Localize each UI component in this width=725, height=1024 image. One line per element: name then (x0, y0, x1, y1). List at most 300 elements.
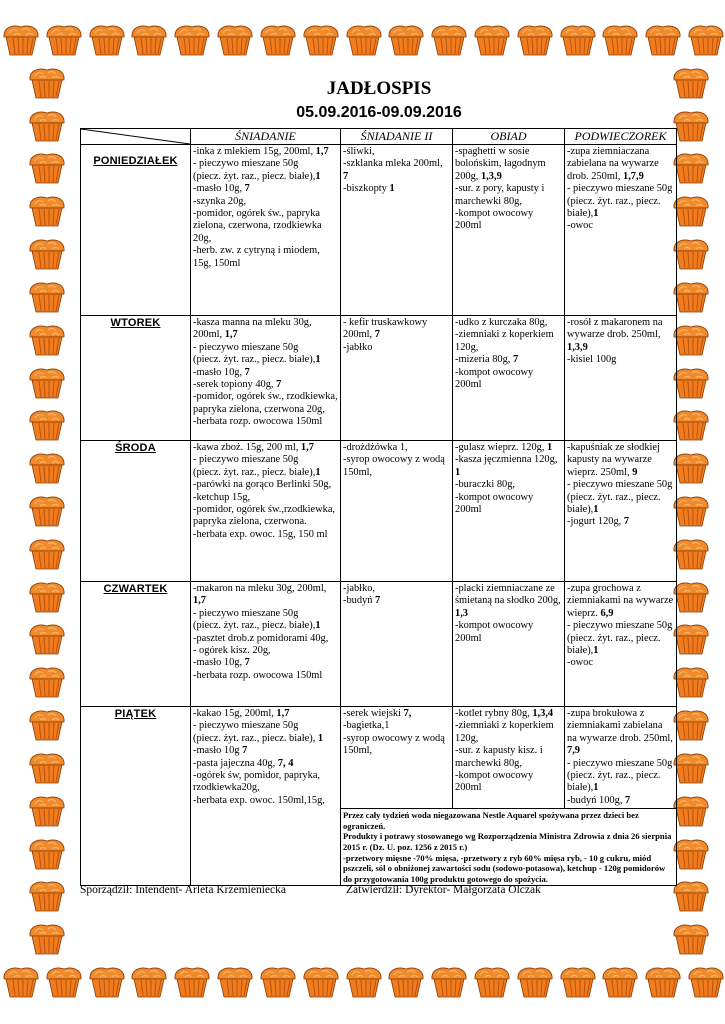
meal-text: - kefir truskawkowy 200ml, (343, 317, 428, 341)
meal-line (193, 146, 338, 158)
meal-cell (565, 316, 677, 441)
meal-line (193, 317, 338, 342)
meal-line (455, 208, 562, 233)
day-name: PONIEDZIAŁEK (81, 145, 191, 316)
meal-text: -kawa zboż. 15g, 200 ml, (193, 442, 301, 453)
meal-text: - pieczywo mieszane 50g (193, 341, 299, 353)
muffin-icon (30, 69, 64, 98)
muffin-icon (30, 240, 64, 269)
allergen-codes: 1,3,9 (567, 341, 588, 353)
muffin-icon (674, 625, 708, 654)
meal-text: -kompot owocowy 200ml (455, 770, 534, 794)
meal-text: - pieczywo mieszane 50g (193, 607, 299, 619)
meal-line (193, 454, 338, 466)
column-header: ŚNIADANIE (191, 129, 341, 145)
meal-text: -masło 10g, (193, 366, 245, 378)
meal-text: (piecz. żyt. raz., piecz. białe), (193, 466, 316, 478)
meal-line (343, 183, 450, 195)
muffin-icon (674, 283, 708, 312)
meal-line (193, 342, 338, 354)
meal-line (455, 146, 562, 183)
meal-line (455, 708, 562, 720)
meal-text: -kompot owocowy 200ml (455, 366, 534, 391)
allergen-codes: 7 (244, 657, 250, 669)
muffin-icon (261, 26, 295, 55)
meal-line (567, 758, 674, 795)
meal-text: -kasza manna na mleku 30g, 200ml, (193, 317, 312, 341)
meal-line (567, 442, 674, 479)
column-header: OBIAD (453, 129, 565, 145)
meal-cell (341, 707, 453, 809)
meal-line (455, 354, 562, 366)
meal-cell (191, 316, 341, 441)
meal-text: -pasztet drob.z pomidorami 40g, (193, 632, 329, 644)
meal-line (193, 504, 338, 529)
meal-line (193, 657, 338, 669)
muffin-icon (347, 26, 381, 55)
meal-text: -zupa brokułowa z ziemniakami zabielana na wywarze drob. 250ml, (567, 708, 673, 744)
meal-cell (341, 145, 453, 316)
muffin-icon (30, 882, 64, 911)
meal-line (567, 220, 674, 232)
meal-text: -ziemniaki z koperkiem 120g, (455, 720, 554, 744)
meal-line (193, 529, 338, 541)
muffin-icon (175, 26, 209, 55)
day-row (81, 707, 677, 809)
meal-text: -drożdżówka 1, (343, 442, 408, 453)
muffin-icon (389, 26, 423, 55)
meal-line (567, 354, 674, 366)
meal-text: -ogórek św, pomidor, papryka, rzodkiewka20g, (193, 770, 321, 794)
meal-line (455, 183, 562, 208)
allergen-codes: 1 (455, 466, 461, 478)
meal-line (567, 708, 674, 758)
allergen-codes: 9 (632, 466, 638, 478)
note-regulation: Produkty i potrawy stosowanego wg Rozporządzenia Ministra Zdrowia z dnia 26 sierpnia 2015 r. (Dz. U. poz. 1256 z 2015 r.) (343, 831, 672, 853)
muffin-icon (646, 26, 680, 55)
meal-line (455, 367, 562, 392)
day-name: WTOREK (81, 316, 191, 441)
muffin-icon (674, 69, 708, 98)
meal-text: -owoc (567, 657, 593, 669)
meal-line (193, 645, 338, 657)
allergen-codes: 7 (625, 794, 631, 806)
page-header (80, 78, 678, 123)
muffin-icon (30, 625, 64, 654)
muffin-icon (432, 968, 466, 997)
muffin-icon (304, 968, 338, 997)
meal-text: -szynka 20g, (193, 195, 247, 207)
allergen-codes: 1 (317, 732, 324, 744)
meal-line (193, 608, 338, 620)
muffin-icon (561, 968, 595, 997)
meal-text: -makaron na mleku 30g, 200ml, (193, 583, 327, 594)
meal-line (343, 158, 450, 183)
allergen-codes: 1 (593, 504, 599, 516)
meal-text: - pieczywo mieszane 50g (piecz. żyt. raz., piecz. białe), (567, 479, 673, 516)
meal-text: -zupa ziemniaczana zabielana na wywarze drob. 250ml, (567, 146, 659, 182)
meal-text: -masło 10g (193, 745, 243, 757)
allergen-codes: 7 (374, 329, 380, 341)
allergen-codes: 7 (244, 183, 250, 195)
muffin-icon (30, 283, 64, 312)
allergen-codes: 1 (315, 354, 321, 366)
meal-line (567, 657, 674, 669)
allergen-codes: 1 (315, 170, 321, 182)
meal-line (455, 329, 562, 354)
meal-text: -herb. zw. z cytryną i miodem, 15g, 150ml (193, 245, 320, 269)
meal-text: -ketchup 15g, (193, 491, 251, 503)
muffin-icon (30, 583, 64, 612)
muffin-icon (674, 668, 708, 697)
column-header: PODWIECZOREK (565, 129, 677, 145)
meal-cell (191, 707, 341, 886)
allergen-codes: 1,3,9 (480, 170, 502, 182)
meal-text: - pieczywo mieszane 50g (193, 158, 299, 170)
meal-line (193, 583, 338, 608)
muffin-icon (646, 968, 680, 997)
meal-text: - pieczywo mieszane 50g (193, 720, 299, 732)
meal-text: - pieczywo mieszane 50g (piecz. żyt. raz., piecz. białe), (567, 620, 673, 657)
day-row (81, 441, 677, 582)
allergen-codes: 1 (389, 183, 395, 195)
meal-line (193, 620, 338, 632)
meal-text: -herbata rozp. owocowa 150ml (193, 669, 323, 681)
menu-table (80, 128, 677, 886)
meal-cell (453, 707, 565, 809)
meal-text: (piecz. żyt. raz., piecz. białe), (193, 354, 316, 366)
meal-line (567, 795, 674, 807)
meal-cell (341, 582, 453, 707)
allergen-codes: 1,7 (315, 146, 329, 157)
allergen-codes: 7 (276, 379, 282, 391)
meal-line (567, 479, 674, 516)
meal-text: -bagietka,1 (343, 720, 390, 732)
meal-text: -gulasz wieprz. 120g, (455, 442, 548, 453)
meal-cell (191, 441, 341, 582)
meal-line (193, 708, 338, 720)
meal-cell (191, 145, 341, 316)
meal-line (343, 708, 450, 720)
meal-cell (565, 582, 677, 707)
allergen-codes: 7 (513, 354, 519, 366)
meal-line (193, 196, 338, 208)
meal-line (193, 633, 338, 645)
muffin-icon (518, 968, 552, 997)
muffin-icon (561, 26, 595, 55)
allergen-codes: 1 (547, 442, 553, 453)
meal-text: -rosół z makaronem na wywarze drob. 250ml, (567, 317, 663, 341)
muffin-icon (90, 968, 124, 997)
muffin-icon (30, 454, 64, 483)
allergen-codes: 1 (593, 208, 599, 220)
muffin-icon (304, 26, 338, 55)
meal-line (343, 720, 450, 732)
muffin-icon (674, 540, 708, 569)
meal-line (193, 758, 338, 770)
meal-line (455, 317, 562, 329)
meal-line (567, 620, 674, 657)
meal-line (193, 770, 338, 795)
muffin-icon (674, 583, 708, 612)
meal-text: -herbata exp. owoc. 150ml,15g, (193, 794, 325, 806)
muffin-icon (674, 754, 708, 783)
meal-cell (341, 316, 453, 441)
meal-text: -sur. z pory, kapusty i marchewki 80g, (455, 183, 545, 207)
muffin-icon (689, 26, 723, 55)
meal-line (193, 354, 338, 366)
muffin-icon (30, 925, 64, 954)
allergen-codes: 1 (315, 466, 321, 478)
muffin-icon (674, 240, 708, 269)
meal-line (567, 183, 674, 220)
meal-line (567, 583, 674, 620)
allergen-codes: 7 (375, 595, 381, 607)
meal-line (193, 158, 338, 170)
muffin-icon (30, 369, 64, 398)
meal-text: -udko z kurczaka 80g, (455, 317, 548, 328)
meal-text: -pomidor, ogórek św.,rzodkiewka, papryka zielona, czerwona. (193, 504, 336, 528)
meal-text: -pomidor, ogórek św., rzodkiewka, papryka zielona, czerwona 20g, (193, 391, 338, 415)
meal-line (193, 245, 338, 270)
meal-line (193, 795, 338, 807)
allergen-codes: 1,7,9 (623, 170, 644, 182)
meal-text: -jabłko (343, 341, 373, 353)
meal-text: - pieczywo mieszane 50g (piecz. żyt. raz., piecz. białe), (567, 757, 673, 794)
meal-cell (565, 145, 677, 316)
muffin-icon (30, 411, 64, 440)
muffin-icon (674, 454, 708, 483)
allergen-codes: 1,7 (193, 595, 206, 607)
meal-text: -mizeria 80g, (455, 354, 513, 366)
muffin-icon (674, 711, 708, 740)
muffin-icon (132, 968, 166, 997)
muffin-icon (518, 26, 552, 55)
meal-text: -zupa grochowa z ziemniakami na wywarze wieprz. (567, 583, 674, 619)
meal-text: -kapuśniak ze słodkiej kapusty na wywarze wieprz. 250ml, (567, 442, 660, 478)
prepared-by: Sporządził: Intendent- Arleta Krzemieniecka (80, 884, 286, 896)
meal-line (455, 454, 562, 479)
approved-by: Zatwierdził: Dyrektor- Małgorzata Olczak (346, 884, 541, 896)
meal-line (193, 416, 338, 428)
header-row (81, 129, 677, 145)
column-header: ŚNIADANIE II (341, 129, 453, 145)
muffin-icon (30, 797, 64, 826)
meal-text: -pasta jajeczna 40g, (193, 757, 278, 769)
muffin-icon (30, 668, 64, 697)
meal-text: -masło 10g, (193, 657, 245, 669)
meal-cell (453, 582, 565, 707)
muffin-icon (30, 540, 64, 569)
meal-text: (piecz. żyt. raz., piecz. białe), (193, 620, 316, 632)
meal-text: -kompot owocowy 200ml (455, 491, 534, 516)
meal-text: -serek wiejski (343, 708, 404, 719)
muffin-icon (674, 882, 708, 911)
meal-cell (565, 441, 677, 582)
meal-cell (565, 707, 677, 809)
meal-line (567, 317, 674, 354)
allergen-codes: 7,9 (567, 745, 580, 757)
meal-line (455, 745, 562, 770)
allergen-codes: 1,7 (276, 708, 290, 719)
day-row (81, 316, 677, 441)
muffin-icon (674, 497, 708, 526)
meal-text: -spaghetti w sosie bolońskim, łagodnym 200g, (455, 146, 546, 182)
page-title: JADŁOSPIS (326, 78, 432, 99)
muffin-icon (603, 968, 637, 997)
corner-cell (81, 129, 191, 145)
meal-line (193, 479, 338, 491)
allergen-codes: 7 (242, 745, 248, 757)
meal-text: -jabłko, (343, 583, 376, 594)
allergen-codes: 1,3,4 (532, 708, 554, 719)
muffin-icon (30, 112, 64, 141)
meal-line (455, 720, 562, 745)
allergen-codes: 7 (244, 366, 250, 378)
meal-line (567, 516, 674, 528)
meal-line (455, 620, 562, 645)
meal-text: -jogurt 120g, (567, 516, 624, 528)
allergen-codes: 7, (403, 708, 412, 719)
muffin-icon (475, 26, 509, 55)
meal-text: -sur. z kapusty kisz. i marchewki 80g, (455, 745, 543, 769)
meal-text: -herbata exp. owoc. 15g, 150 ml (193, 528, 328, 540)
muffin-icon (175, 968, 209, 997)
muffin-icon (674, 326, 708, 355)
meal-line (343, 146, 450, 158)
muffin-icon (30, 326, 64, 355)
muffin-icon (261, 968, 295, 997)
muffin-icon (432, 26, 466, 55)
meal-text: (piecz. żyt. raz., piecz. białe), (193, 170, 316, 182)
meal-line (193, 208, 338, 245)
meal-text: -kompot owocowy 200ml (455, 208, 534, 232)
muffin-icon (218, 968, 252, 997)
meal-text: -herbata rozp. owocowa 150ml (193, 416, 323, 428)
meal-line (455, 770, 562, 795)
meal-line (343, 583, 450, 595)
allergen-codes: 7, 4 (277, 757, 294, 769)
meal-line (343, 317, 450, 342)
meal-text: -kompot owocowy 200ml (455, 620, 534, 644)
meal-text: - ogórek kisz. 20g, (193, 645, 271, 657)
muffin-icon (347, 968, 381, 997)
note-water: Przez cały tydzień woda niegazowana Nestle Aquarel spożywana przez dzieci bez ograniczeń. (343, 810, 639, 831)
meal-text: -syrop owocowy z wodą 150ml, (343, 732, 445, 757)
muffin-icon (30, 497, 64, 526)
muffin-icon (4, 968, 38, 997)
allergen-codes: 6,9 (600, 607, 614, 619)
meal-line (193, 442, 338, 454)
muffin-icon (674, 925, 708, 954)
meal-line (455, 442, 562, 454)
allergen-codes: 1 (593, 645, 599, 657)
meal-line (343, 442, 450, 454)
meal-text: -buraczki 80g, (455, 479, 516, 491)
meal-line (343, 733, 450, 758)
meal-text: -pomidor, ogórek św., papryka zielona, czerwona, rzodkiewka 20g, (193, 208, 322, 244)
allergen-codes: 7 (343, 170, 349, 182)
muffin-icon (30, 154, 64, 183)
meal-text: -kakao 15g, 200ml, (193, 708, 277, 719)
meal-line (343, 342, 450, 354)
meal-line (567, 146, 674, 183)
meal-text: -serek topiony 40g, (193, 379, 277, 391)
muffin-icon (30, 711, 64, 740)
meal-text: -kisiel 100g (567, 354, 617, 366)
muffin-icon (4, 26, 38, 55)
allergen-codes: 1,7 (224, 329, 238, 341)
note-products: -przetwory mięsne -70% mięsa, -przetwory z ryb 60% mięsa ryb, - 10 g cukru, miód pszczeli, sól o obniżonej zawartości sodu (sodowo-potasowa), ketchup - 120g pomidorów do przygotowania 100g produktu gotowego do spożycia. (343, 852, 666, 884)
meal-text: -budyń (343, 595, 376, 607)
meal-line (193, 171, 338, 183)
day-name: CZWARTEK (81, 582, 191, 707)
meal-text: -masło 10g, (193, 183, 245, 195)
meal-line (193, 720, 338, 732)
muffin-icon (674, 112, 708, 141)
meal-text: - pieczywo mieszane 50g (piecz. żyt. raz., piecz. białe), (567, 183, 673, 220)
muffin-icon (603, 26, 637, 55)
meal-line (193, 733, 338, 745)
muffin-icon (674, 154, 708, 183)
meal-line (193, 670, 338, 682)
allergen-codes: 1 (315, 620, 321, 632)
muffin-icon (475, 968, 509, 997)
allergen-codes: 7 (623, 516, 630, 528)
meal-line (193, 379, 338, 391)
meal-line (343, 595, 450, 607)
meal-text: (piecz. żyt. raz., piecz. białe), (193, 732, 318, 744)
day-name: ŚRODA (81, 441, 191, 582)
meal-line (193, 467, 338, 479)
meal-text: -inka z mlekiem 15g, 200ml, (193, 146, 316, 157)
muffin-icon (674, 797, 708, 826)
muffin-icon (30, 840, 64, 869)
meal-text: -szklanka mleka 200ml, (343, 158, 443, 170)
meal-cell (453, 441, 565, 582)
muffin-icon (132, 26, 166, 55)
notes-cell (341, 809, 677, 886)
muffin-icon (47, 968, 81, 997)
meal-cell (341, 441, 453, 582)
muffin-icon (218, 26, 252, 55)
meal-text: -kotlet rybny 80g, (455, 708, 533, 719)
muffin-icon (30, 754, 64, 783)
meal-cell (453, 316, 565, 441)
meal-text: -śliwki, (343, 146, 375, 157)
day-row (81, 582, 677, 707)
meal-line (343, 454, 450, 479)
muffin-icon (90, 26, 124, 55)
meal-text: -syrop owocowy z wodą 150ml, (343, 454, 445, 478)
meal-text: -biszkopty (343, 183, 390, 195)
meal-line (193, 492, 338, 504)
allergen-codes: 1,3 (455, 607, 468, 619)
meal-line (193, 391, 338, 416)
meal-line (193, 367, 338, 379)
meal-text: -placki ziemniaczane ze śmietaną na słodko 200g, (455, 583, 561, 607)
allergen-codes: 1 (593, 782, 599, 794)
meal-text: - pieczywo mieszane 50g (193, 454, 299, 466)
muffin-icon (389, 968, 423, 997)
meal-text: -kasza jęczmienna 120g, (455, 454, 558, 466)
day-row (81, 145, 677, 316)
meal-line (193, 745, 338, 757)
meal-cell (191, 582, 341, 707)
muffin-icon (30, 197, 64, 226)
meal-line (455, 479, 562, 491)
meal-line (455, 492, 562, 517)
